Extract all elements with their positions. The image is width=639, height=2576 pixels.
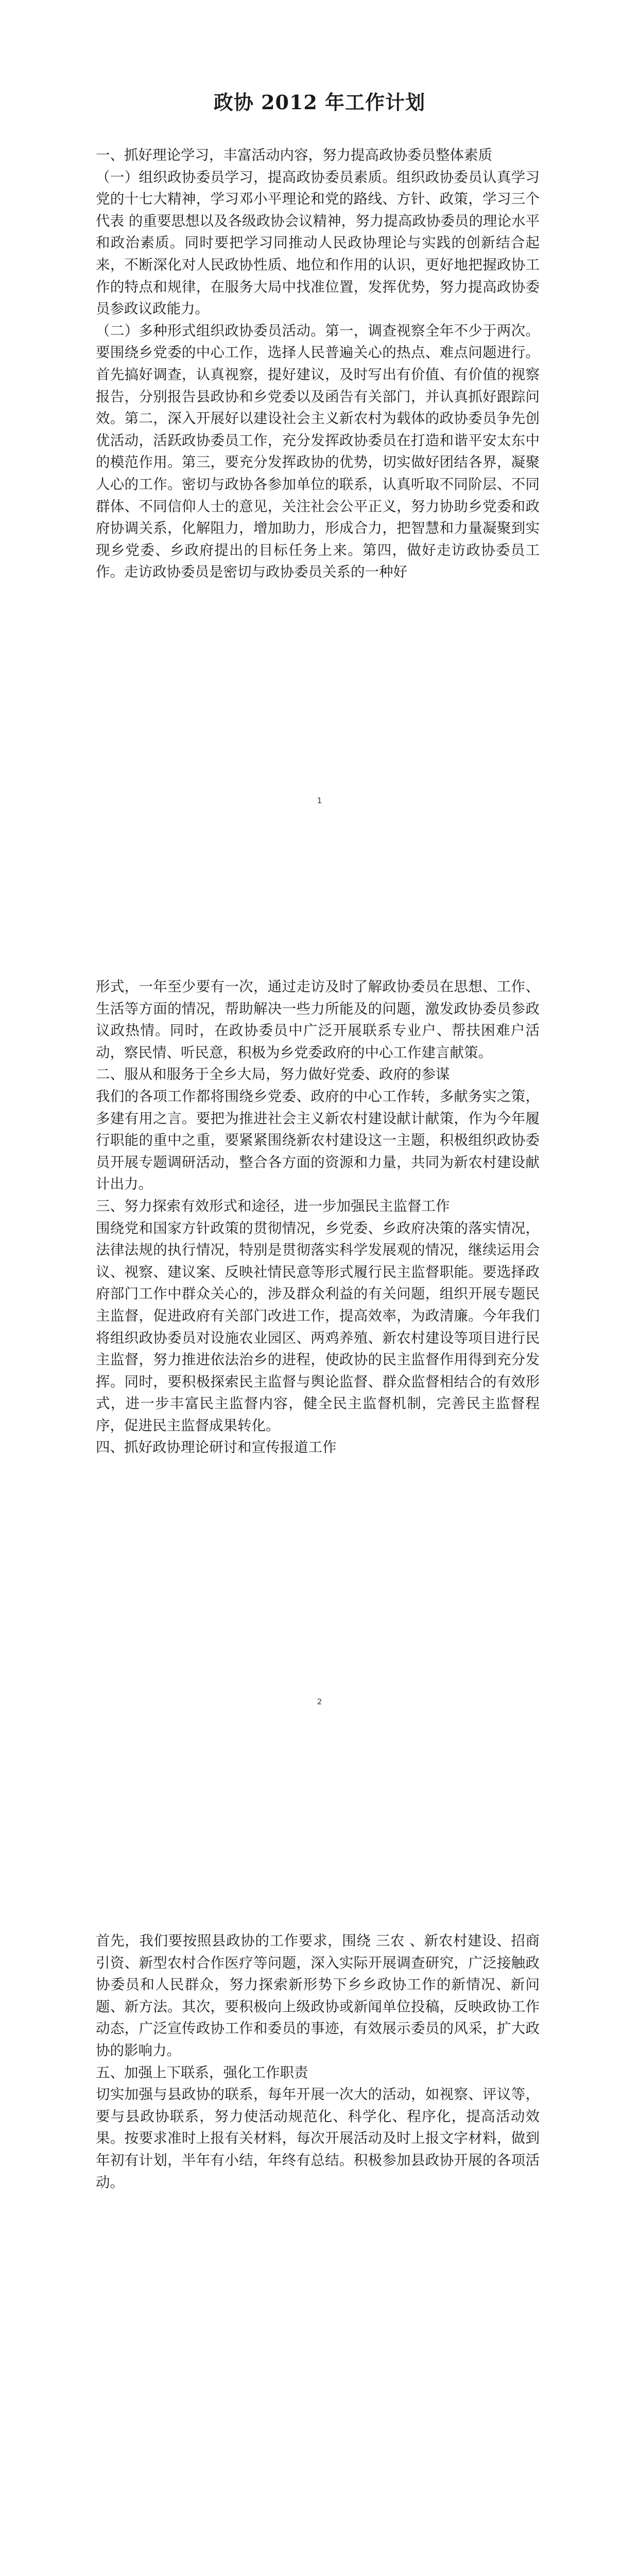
page-1-content bbox=[96, 144, 540, 583]
document-title: 政协 2012 年工作计划 bbox=[213, 91, 426, 114]
page-number: 1 bbox=[317, 796, 322, 805]
section-heading: 四、抓好政协理论研讨和宣传报道工作 bbox=[96, 1439, 337, 1456]
section-heading: 二、服从和服务于全乡大局，努力做好党委、政府的参谋 bbox=[96, 1066, 450, 1083]
page-2-content bbox=[96, 976, 540, 1459]
body-paragraph: （二）多种形式组织政协委员活动。第一，调查视察全年不少于两次。要围绕乡党委的中心工作，选择人民普遍关心的热点、难点问题进行。首先搞好调查，认真视察，提好建议，及时写出有价值、有价值的视察报告，分别报告县政协和乡党委以及函告有关部门，并认真抓好跟踪问效。第二，深入开展好以建设社会主义新农村为载体的政协委员争先创优活动，活跃政协委员工作，充分发挥政协委员在打造和谐平安太东中的模范作用。第三，要充分发挥政协的优势，切实做好团结各界，凝聚人心的工作。密切与政协各参加单位的联系，认真听取不同阶层、不同群体、不同信仰人士的意见，关注社会公平正义，努力协助乡党委和政府协调关系，化解阻力，增加助力，形成合力，把智慧和力量凝聚到实现乡党委、乡政府提出的目标任务上来。第四，做好走访政协委员工作。走访政协委员是密切与政协委员关系的一种好 bbox=[96, 322, 540, 581]
body-paragraph: 围绕党和国家方针政策的贯彻情况，乡党委、乡政府决策的落实情况，法律法规的执行情况，特别是贯彻落实科学发展观的情况，继续运用会议、视察、建议案、反映社情民意等形式履行民主监督职能。要选择政府部门工作中群众关心的，涉及群众利益的有关问题，组织开展专题民主监督，促进政府有关部门改进工作，提高效率，为政清廉。今年我们将组织政协委员对设施农业园区、两鸡养殖、新农村建设等项目进行民主监督，努力推进依法治乡的进程，使政协的民主监督作用得到充分发挥。同时，要积极探索民主监督与舆论监督、群众监督相结合的有效形式，进一步丰富民主监督内容，健全民主监督机制，完善民主监督程序，促进民主监督成果转化。 bbox=[96, 1219, 540, 1434]
section-heading: 一、抓好理论学习，丰富活动内容，努力提高政协委员整体素质 bbox=[96, 147, 492, 163]
body-paragraph-continued: 形式，一年至少要有一次，通过走访及时了解政协委员在思想、工作、生活等方面的情况，帮助解决一些力所能及的问题，激发政协委员参政议政热情。同时，在政协委员中广泛开展联系专业户、帮扶困难户活动，察民情、听民意，积极为乡党委政府的中心工作建言献策。 bbox=[96, 978, 540, 1061]
body-paragraph-continued: 首先，我们要按照县政协的工作要求，围绕 三农 、新农村建设、招商引资、新型农村合作医疗等问题，深入实际开展调查研究，广泛接触政协委员和人民群众，努力探索新形势下乡乡政协工作的新情况、新问题、新方法。其次，要积极向上级政协或新闻单位投稿，反映政协工作动态，广泛宣传政协工作和委员的事迹，有效展示委员的风采，扩大政协的影响力。 bbox=[96, 1933, 540, 2059]
document-page-2 bbox=[0, 904, 639, 1807]
section-heading: 三、努力探索有效形式和途径，进一步加强民主监督工作 bbox=[96, 1197, 450, 1214]
document-page-1 bbox=[0, 0, 639, 904]
page-number: 2 bbox=[317, 1697, 322, 1706]
body-paragraph: 我们的各项工作都将围绕乡党委、政府的中心工作转，多献务实之策，多建有用之言。要把为推进社会主义新农村建设献计献策，作为今年履行职能的重中之重，要紧紧围绕新农村建设这一主题，积极组织政协委员开展专题调研活动，整合各方面的资源和力量，共同为新农村建设献计出力。 bbox=[96, 1088, 540, 1193]
body-paragraph: 切实加强与县政协的联系，每年开展一次大的活动，如视察、评议等，要与县政协联系，努力使活动规范化、科学化、程序化，提高活动效果。按要求准时上报有关材料，每次开展活动及时上报文字材料，做到年初有计划，半年有小结，年终有总结。积极参加县政协开展的各项活动。 bbox=[96, 2086, 540, 2191]
section-heading: 五、加强上下联系，强化工作职责 bbox=[96, 2064, 308, 2081]
body-paragraph: （一）组织政协委员学习，提高政协委员素质。组织政协委员认真学习党的十七大精神，学习邓小平理论和党的路线、方针、政策，学习三个代表 的重要思想以及各级政协会议精神，努力提高政协委员的理论水平和政治素质。同时要把学习同推动人民政协理论与实践的创新结合起来，不断深化对人民政协性质、地位和作用的认识，更好地把握政协工作的特点和规律，在服务大局中找准位置，发挥优势，努力提高政协委员参政议政能力。 bbox=[96, 168, 540, 317]
page-3-content bbox=[96, 1930, 540, 2193]
document-page-3 bbox=[0, 1807, 639, 2576]
